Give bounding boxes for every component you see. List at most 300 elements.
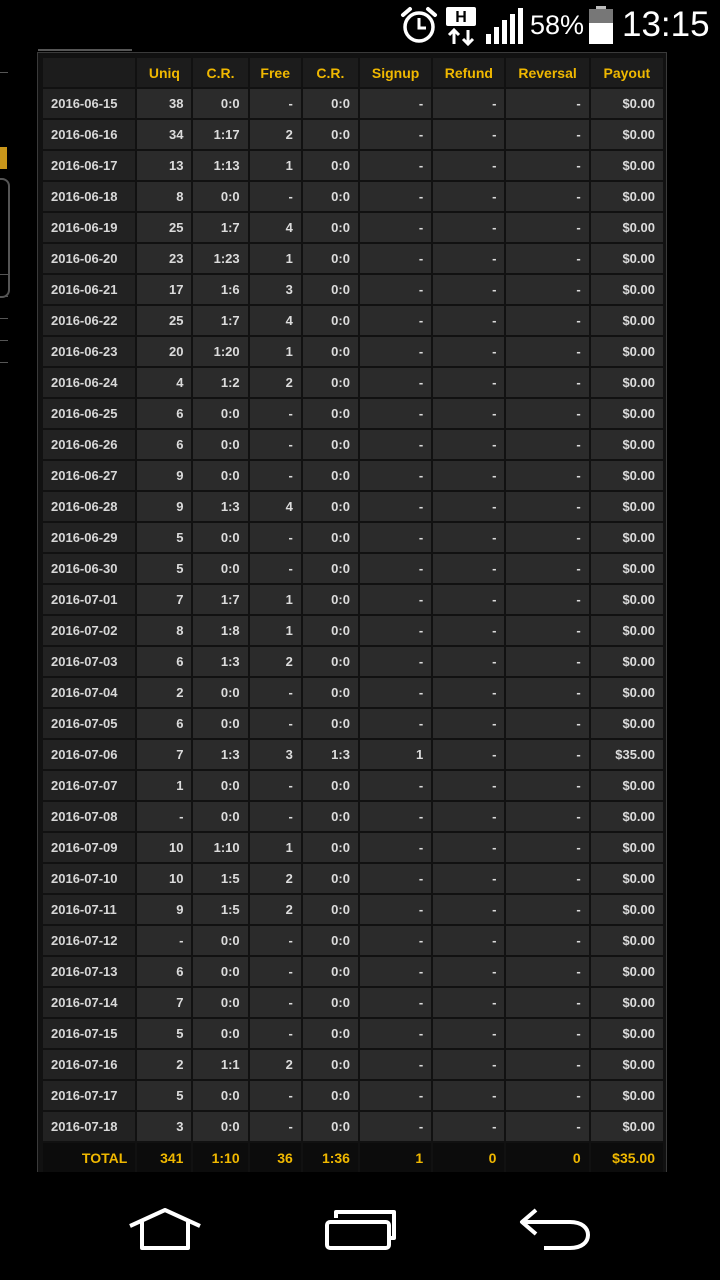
cell-free: 1 <box>250 244 301 273</box>
table-row <box>43 988 663 1017</box>
cell-uniq: 10 <box>137 864 191 893</box>
cell-cr-free: 0:0 <box>303 244 358 273</box>
cell-refund: - <box>433 957 504 986</box>
cell-cr-uniq: 0:0 <box>193 926 247 955</box>
header-cr-free[interactable]: C.R. <box>303 58 358 87</box>
cell-payout: $0.00 <box>591 864 663 893</box>
cell-date: 2016-07-07 <box>43 771 135 800</box>
cell-signup: - <box>360 1019 431 1048</box>
cell-date: 2016-07-12 <box>43 926 135 955</box>
cell-reversal: - <box>506 709 588 738</box>
cell-payout: $0.00 <box>591 151 663 180</box>
cell-reversal: - <box>506 306 588 335</box>
cell-signup: - <box>360 585 431 614</box>
cell-cr-uniq: 0:0 <box>193 461 247 490</box>
cell-refund: - <box>433 368 504 397</box>
table-row <box>43 1112 663 1141</box>
cell-cr-uniq: 0:0 <box>193 554 247 583</box>
navigation-bar <box>0 1172 720 1280</box>
cell-uniq: - <box>137 802 191 831</box>
background-page-edge <box>0 50 8 1172</box>
cell-date: 2016-06-21 <box>43 275 135 304</box>
table-row <box>43 399 663 428</box>
cell-uniq: 9 <box>137 461 191 490</box>
cell-free: 2 <box>250 368 301 397</box>
cell-date: 2016-06-18 <box>43 182 135 211</box>
back-icon <box>508 1204 598 1252</box>
back-button[interactable] <box>508 1204 598 1252</box>
cell-cr-uniq: 0:0 <box>193 1081 247 1110</box>
cell-uniq: 6 <box>137 430 191 459</box>
cell-uniq: 2 <box>137 678 191 707</box>
cell-reversal: - <box>506 1081 588 1110</box>
cell-free: 3 <box>250 275 301 304</box>
cell-signup: - <box>360 306 431 335</box>
cell-cr-uniq: 0:0 <box>193 523 247 552</box>
table-row <box>43 337 663 366</box>
battery-percent: 58% <box>530 10 585 40</box>
table-row <box>43 771 663 800</box>
cell-reversal: - <box>506 399 588 428</box>
cell-payout: $0.00 <box>591 678 663 707</box>
cell-cr-uniq: 1:1 <box>193 1050 247 1079</box>
cell-date: 2016-07-16 <box>43 1050 135 1079</box>
battery-icon <box>589 6 613 44</box>
table-row <box>43 678 663 707</box>
cell-signup: 1 <box>360 740 431 769</box>
cell-free: - <box>250 988 301 1017</box>
cell-refund: - <box>433 430 504 459</box>
cell-reversal: - <box>506 926 588 955</box>
cell-free: - <box>250 554 301 583</box>
cell-refund: - <box>433 399 504 428</box>
cell-refund: - <box>433 1019 504 1048</box>
cell-cr-uniq: 1:7 <box>193 213 247 242</box>
cell-refund: - <box>433 585 504 614</box>
table-row <box>43 957 663 986</box>
header-cr-uniq[interactable]: C.R. <box>193 58 247 87</box>
header-payout[interactable]: Payout <box>591 58 663 87</box>
header-signup[interactable]: Signup <box>360 58 431 87</box>
cell-free: - <box>250 957 301 986</box>
cell-free: 1 <box>250 337 301 366</box>
cell-free: - <box>250 1112 301 1141</box>
cell-uniq: 5 <box>137 554 191 583</box>
cell-refund: - <box>433 1081 504 1110</box>
cell-signup: - <box>360 771 431 800</box>
cell-signup: - <box>360 864 431 893</box>
cell-payout: $0.00 <box>591 1019 663 1048</box>
cell-date: 2016-06-27 <box>43 461 135 490</box>
cell-payout: $0.00 <box>591 957 663 986</box>
cell-reversal: - <box>506 740 588 769</box>
table-row <box>43 89 663 118</box>
cell-refund: - <box>433 709 504 738</box>
cell-reversal: - <box>506 182 588 211</box>
cell-refund: - <box>433 647 504 676</box>
divider <box>0 362 8 363</box>
cell-signup: - <box>360 678 431 707</box>
cell-cr-free: 0:0 <box>303 554 358 583</box>
cell-uniq: 23 <box>137 244 191 273</box>
cell-date: 2016-06-20 <box>43 244 135 273</box>
cell-uniq: 6 <box>137 399 191 428</box>
cell-uniq: 9 <box>137 895 191 924</box>
cell-cr-uniq: 0:0 <box>193 957 247 986</box>
cell-cr-free: 0:0 <box>303 89 358 118</box>
cell-signup: - <box>360 89 431 118</box>
cell-free: 2 <box>250 895 301 924</box>
cell-cr-free: 0:0 <box>303 771 358 800</box>
table-row <box>43 492 663 521</box>
cell-reversal: - <box>506 833 588 862</box>
cell-signup: - <box>360 926 431 955</box>
total-free: 36 <box>250 1143 301 1172</box>
cell-cr-free: 0:0 <box>303 864 358 893</box>
table-row <box>43 461 663 490</box>
table-row <box>43 368 663 397</box>
side-panel-frame <box>0 178 10 298</box>
cell-uniq: 13 <box>137 151 191 180</box>
cell-cr-uniq: 0:0 <box>193 1112 247 1141</box>
cell-reversal: - <box>506 368 588 397</box>
cell-cr-free: 0:0 <box>303 430 358 459</box>
cell-reversal: - <box>506 647 588 676</box>
cell-uniq: 7 <box>137 585 191 614</box>
cell-free: - <box>250 771 301 800</box>
cell-uniq: 6 <box>137 647 191 676</box>
cell-cr-uniq: 1:23 <box>193 244 247 273</box>
cell-cr-uniq: 1:3 <box>193 647 247 676</box>
cell-signup: - <box>360 957 431 986</box>
cell-free: - <box>250 709 301 738</box>
cell-uniq: 3 <box>137 1112 191 1141</box>
cell-date: 2016-07-11 <box>43 895 135 924</box>
signal-icon <box>486 8 524 44</box>
cell-signup: - <box>360 616 431 645</box>
cell-free: 1 <box>250 616 301 645</box>
cell-reversal: - <box>506 430 588 459</box>
cell-cr-free: 1:3 <box>303 740 358 769</box>
cell-uniq: 1 <box>137 771 191 800</box>
table-row <box>43 213 663 242</box>
divider <box>0 72 8 73</box>
header-date <box>43 58 135 87</box>
cell-date: 2016-06-23 <box>43 337 135 366</box>
divider <box>0 318 8 319</box>
cell-cr-free: 0:0 <box>303 585 358 614</box>
cell-payout: $0.00 <box>591 461 663 490</box>
cell-cr-uniq: 1:2 <box>193 368 247 397</box>
table-row <box>43 151 663 180</box>
cell-cr-uniq: 1:6 <box>193 275 247 304</box>
cell-refund: - <box>433 337 504 366</box>
cell-free: - <box>250 89 301 118</box>
cell-date: 2016-06-29 <box>43 523 135 552</box>
cell-signup: - <box>360 120 431 149</box>
cell-reversal: - <box>506 151 588 180</box>
cell-signup: - <box>360 430 431 459</box>
cell-cr-uniq: 1:20 <box>193 337 247 366</box>
cell-refund: - <box>433 740 504 769</box>
cell-cr-free: 0:0 <box>303 616 358 645</box>
cell-signup: - <box>360 1050 431 1079</box>
network-h-icon <box>444 6 478 46</box>
cell-reversal: - <box>506 771 588 800</box>
cell-signup: - <box>360 554 431 583</box>
cell-cr-uniq: 0:0 <box>193 988 247 1017</box>
cell-reversal: - <box>506 213 588 242</box>
cell-uniq: 5 <box>137 1019 191 1048</box>
cell-cr-free: 0:0 <box>303 988 358 1017</box>
cell-payout: $0.00 <box>591 802 663 831</box>
cell-reversal: - <box>506 244 588 273</box>
cell-free: 1 <box>250 151 301 180</box>
cell-cr-free: 0:0 <box>303 957 358 986</box>
cell-uniq: 34 <box>137 120 191 149</box>
cell-cr-free: 0:0 <box>303 926 358 955</box>
cell-reversal: - <box>506 120 588 149</box>
total-label: TOTAL <box>43 1143 135 1172</box>
cell-cr-free: 0:0 <box>303 182 358 211</box>
cell-uniq: 20 <box>137 337 191 366</box>
cell-uniq: 8 <box>137 616 191 645</box>
cell-date: 2016-06-16 <box>43 120 135 149</box>
cell-reversal: - <box>506 492 588 521</box>
cell-reversal: - <box>506 554 588 583</box>
cell-signup: - <box>360 244 431 273</box>
cell-reversal: - <box>506 678 588 707</box>
cell-free: 1 <box>250 833 301 862</box>
table-row <box>43 430 663 459</box>
cell-reversal: - <box>506 1112 588 1141</box>
cell-signup: - <box>360 833 431 862</box>
cell-payout: $0.00 <box>591 244 663 273</box>
network-label: H <box>455 9 467 26</box>
clock-time: 13:15 <box>622 5 710 44</box>
cell-free: 1 <box>250 585 301 614</box>
cell-date: 2016-06-19 <box>43 213 135 242</box>
cell-cr-free: 0:0 <box>303 1081 358 1110</box>
cell-date: 2016-07-09 <box>43 833 135 862</box>
cell-reversal: - <box>506 523 588 552</box>
cell-signup: - <box>360 988 431 1017</box>
stats-table-container <box>37 52 667 1173</box>
cell-cr-uniq: 0:0 <box>193 399 247 428</box>
cell-reversal: - <box>506 616 588 645</box>
cell-cr-free: 0:0 <box>303 1050 358 1079</box>
cell-refund: - <box>433 213 504 242</box>
cell-cr-free: 0:0 <box>303 337 358 366</box>
header-uniq[interactable]: Uniq <box>137 58 191 87</box>
cell-free: - <box>250 926 301 955</box>
cell-cr-free: 0:0 <box>303 368 358 397</box>
table-row <box>43 833 663 862</box>
stats-table <box>41 56 665 1174</box>
cell-date: 2016-07-08 <box>43 802 135 831</box>
recent-apps-button[interactable] <box>314 1204 404 1252</box>
cell-reversal: - <box>506 337 588 366</box>
cell-refund: - <box>433 182 504 211</box>
cell-payout: $0.00 <box>591 89 663 118</box>
cell-date: 2016-06-17 <box>43 151 135 180</box>
cell-reversal: - <box>506 89 588 118</box>
cell-cr-free: 0:0 <box>303 523 358 552</box>
cell-free: - <box>250 399 301 428</box>
cell-uniq: 5 <box>137 1081 191 1110</box>
cell-payout: $0.00 <box>591 771 663 800</box>
cell-cr-uniq: 0:0 <box>193 709 247 738</box>
cell-payout: $0.00 <box>591 492 663 521</box>
cell-signup: - <box>360 1112 431 1141</box>
cell-cr-uniq: 1:5 <box>193 864 247 893</box>
cell-uniq: 7 <box>137 740 191 769</box>
table-row <box>43 740 663 769</box>
cell-refund: - <box>433 89 504 118</box>
cell-free: - <box>250 523 301 552</box>
cell-signup: - <box>360 151 431 180</box>
cell-uniq: 17 <box>137 275 191 304</box>
divider <box>0 296 8 297</box>
cell-cr-free: 0:0 <box>303 647 358 676</box>
cell-cr-uniq: 1:7 <box>193 585 247 614</box>
table-row <box>43 1081 663 1110</box>
cell-signup: - <box>360 368 431 397</box>
cell-date: 2016-06-15 <box>43 89 135 118</box>
cell-cr-uniq: 1:17 <box>193 120 247 149</box>
cell-reversal: - <box>506 802 588 831</box>
table-row <box>43 523 663 552</box>
table-row <box>43 120 663 149</box>
cell-date: 2016-07-18 <box>43 1112 135 1141</box>
cell-reversal: - <box>506 1019 588 1048</box>
cell-uniq: 6 <box>137 709 191 738</box>
cell-payout: $0.00 <box>591 182 663 211</box>
cell-date: 2016-07-02 <box>43 616 135 645</box>
table-row <box>43 244 663 273</box>
cell-cr-free: 0:0 <box>303 151 358 180</box>
header-free[interactable]: Free <box>250 58 301 87</box>
cell-payout: $0.00 <box>591 988 663 1017</box>
cell-reversal: - <box>506 1050 588 1079</box>
cell-cr-free: 0:0 <box>303 213 358 242</box>
recent-apps-icon <box>314 1204 404 1252</box>
cell-date: 2016-07-03 <box>43 647 135 676</box>
tab-indicator <box>38 49 132 51</box>
cell-refund: - <box>433 275 504 304</box>
cell-date: 2016-06-22 <box>43 306 135 335</box>
cell-refund: - <box>433 120 504 149</box>
cell-free: - <box>250 430 301 459</box>
cell-signup: - <box>360 523 431 552</box>
cell-free: - <box>250 678 301 707</box>
header-reversal[interactable]: Reversal <box>506 58 588 87</box>
cell-payout: $0.00 <box>591 554 663 583</box>
cell-refund: - <box>433 306 504 335</box>
cell-payout: $0.00 <box>591 430 663 459</box>
table-row <box>43 709 663 738</box>
cell-cr-uniq: 0:0 <box>193 89 247 118</box>
cell-uniq: 6 <box>137 957 191 986</box>
total-refund: 0 <box>433 1143 504 1172</box>
cell-signup: - <box>360 647 431 676</box>
total-payout: $35.00 <box>591 1143 663 1172</box>
cell-payout: $35.00 <box>591 740 663 769</box>
table-row <box>43 802 663 831</box>
cell-cr-uniq: 1:7 <box>193 306 247 335</box>
cell-cr-free: 0:0 <box>303 709 358 738</box>
table-row <box>43 1050 663 1079</box>
table-row <box>43 182 663 211</box>
cell-cr-uniq: 0:0 <box>193 1019 247 1048</box>
alarm-icon <box>400 6 438 44</box>
cell-cr-uniq: 0:0 <box>193 430 247 459</box>
cell-signup: - <box>360 213 431 242</box>
cell-payout: $0.00 <box>591 368 663 397</box>
cell-free: 4 <box>250 306 301 335</box>
cell-date: 2016-07-13 <box>43 957 135 986</box>
cell-date: 2016-07-05 <box>43 709 135 738</box>
cell-payout: $0.00 <box>591 1081 663 1110</box>
cell-signup: - <box>360 461 431 490</box>
cell-cr-free: 0:0 <box>303 492 358 521</box>
cell-payout: $0.00 <box>591 275 663 304</box>
cell-refund: - <box>433 926 504 955</box>
cell-date: 2016-07-14 <box>43 988 135 1017</box>
cell-signup: - <box>360 802 431 831</box>
cell-free: 4 <box>250 492 301 521</box>
cell-refund: - <box>433 461 504 490</box>
cell-uniq: 9 <box>137 492 191 521</box>
header-refund[interactable]: Refund <box>433 58 504 87</box>
cell-free: 2 <box>250 120 301 149</box>
cell-uniq: 8 <box>137 182 191 211</box>
cell-cr-free: 0:0 <box>303 1019 358 1048</box>
cell-cr-free: 0:0 <box>303 895 358 924</box>
cell-date: 2016-07-10 <box>43 864 135 893</box>
cell-payout: $0.00 <box>591 1050 663 1079</box>
table-header-row <box>43 58 663 87</box>
cell-free: - <box>250 1081 301 1110</box>
cell-refund: - <box>433 771 504 800</box>
cell-payout: $0.00 <box>591 1112 663 1141</box>
cell-payout: $0.00 <box>591 399 663 428</box>
cell-cr-free: 0:0 <box>303 399 358 428</box>
cell-cr-uniq: 1:10 <box>193 833 247 862</box>
cell-reversal: - <box>506 461 588 490</box>
cell-date: 2016-06-26 <box>43 430 135 459</box>
cell-refund: - <box>433 151 504 180</box>
cell-reversal: - <box>506 988 588 1017</box>
home-button[interactable] <box>120 1204 210 1252</box>
table-row <box>43 616 663 645</box>
cell-refund: - <box>433 1112 504 1141</box>
table-row <box>43 926 663 955</box>
cell-cr-uniq: 0:0 <box>193 678 247 707</box>
cell-cr-free: 0:0 <box>303 461 358 490</box>
cell-uniq: 25 <box>137 306 191 335</box>
cell-uniq: 2 <box>137 1050 191 1079</box>
cell-payout: $0.00 <box>591 926 663 955</box>
cell-cr-uniq: 1:13 <box>193 151 247 180</box>
cell-refund: - <box>433 1050 504 1079</box>
table-row <box>43 1019 663 1048</box>
divider <box>0 340 8 341</box>
cell-cr-free: 0:0 <box>303 833 358 862</box>
cell-cr-free: 0:0 <box>303 306 358 335</box>
cell-cr-free: 0:0 <box>303 120 358 149</box>
cell-free: - <box>250 802 301 831</box>
